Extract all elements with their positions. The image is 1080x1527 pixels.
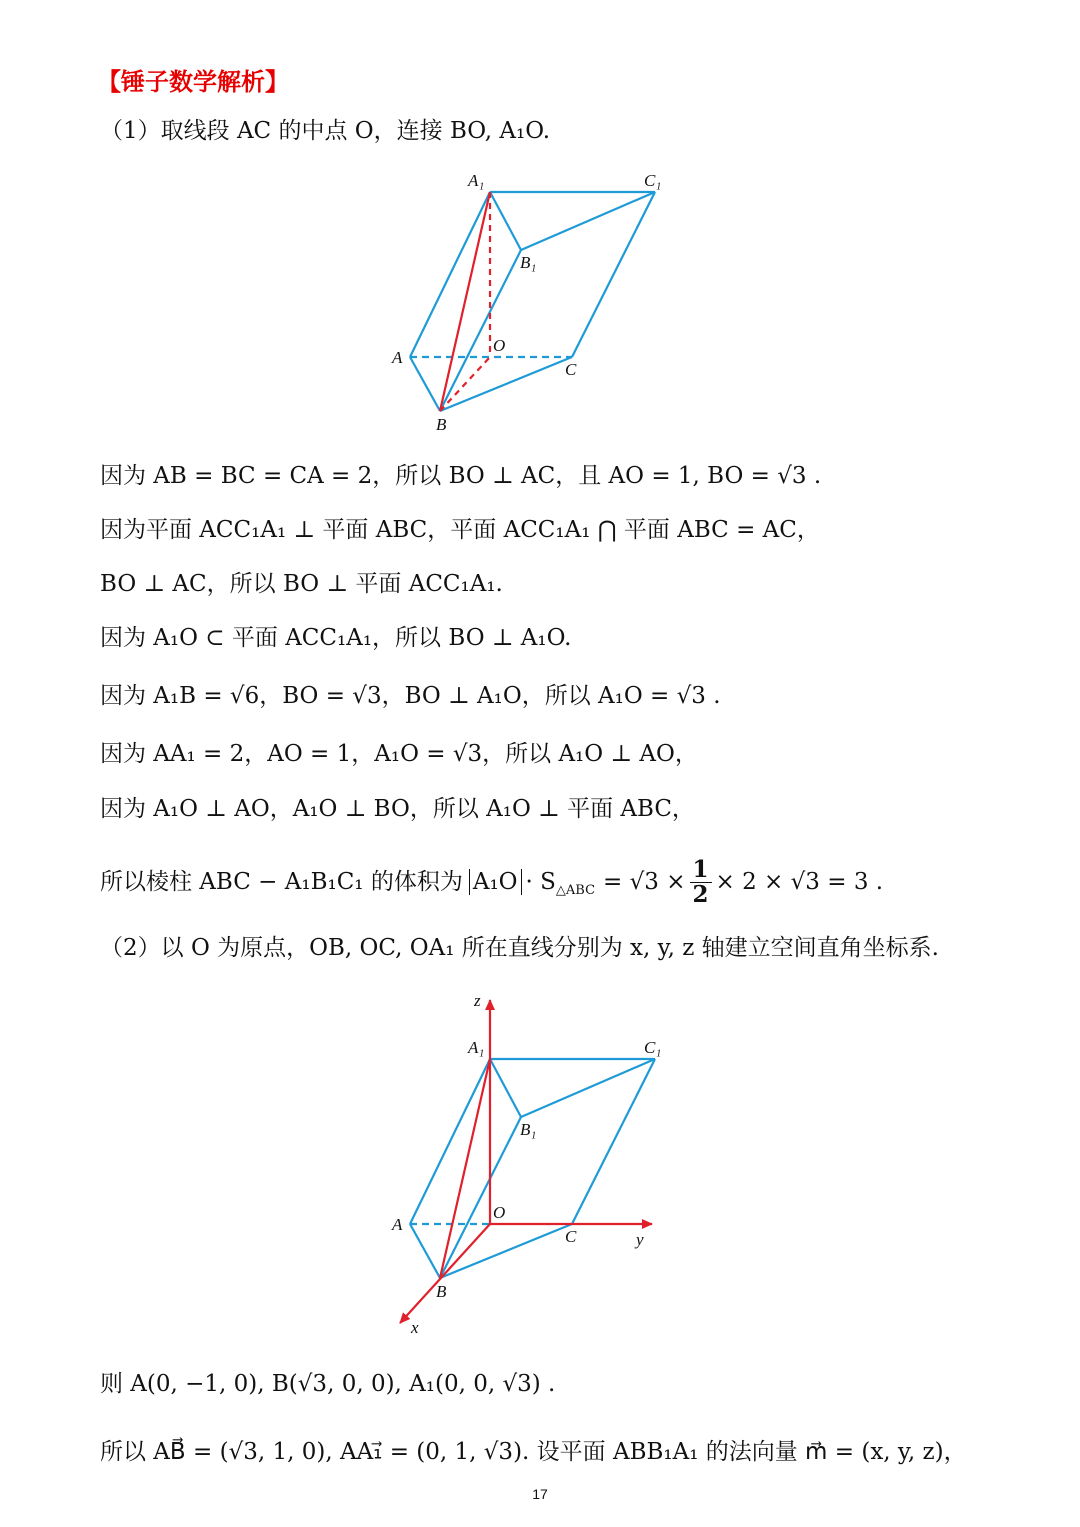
text-line-7: 因为 A₁O ⊥ AO，A₁O ⊥ BO，所以 A₁O ⊥ 平面 ABC， xyxy=(100,796,695,822)
label-c: C xyxy=(565,360,577,379)
x-axis xyxy=(400,1224,490,1323)
text-line-5: 因为 A₁B = √6，BO = √3，BO ⊥ A₁O，所以 A₁O = √3 . xyxy=(100,683,721,709)
fraction-half xyxy=(690,855,712,908)
label-b1: B₁ xyxy=(520,253,537,272)
label-x: x xyxy=(411,1318,419,1337)
label-o: O xyxy=(493,1203,506,1222)
fraction-den: 2 xyxy=(692,880,709,908)
area-symbol: · S xyxy=(525,869,556,895)
volume-line xyxy=(100,850,883,914)
label-a1: A₁ xyxy=(468,1038,485,1057)
edge-a-b xyxy=(410,357,440,411)
label-c1: C₁ xyxy=(644,171,662,190)
part1-intro: （1）取线段 AC 的中点 O，连接 BO, A₁O. xyxy=(100,118,551,144)
label-z: z xyxy=(474,991,481,1010)
edge-b-c xyxy=(440,1224,572,1278)
label-c: C xyxy=(565,1227,577,1246)
edge-a1-b1 xyxy=(490,1059,521,1117)
header-title: 【锤子数学解析】 xyxy=(97,68,289,96)
abs-value: A₁O xyxy=(469,869,522,895)
label-b: B xyxy=(436,415,447,434)
volume-eq: = √3 × xyxy=(603,869,686,895)
label-a1: A₁ xyxy=(468,171,485,190)
edge-c1-c xyxy=(572,1059,655,1224)
part2-intro: （2）以 O 为原点，OB, OC, OA₁ 所在直线分别为 x, y, z 轴建立空间直角坐标系. xyxy=(100,935,939,961)
edge-a1-b1 xyxy=(490,192,521,250)
text-line-2: 因为平面 ACC₁A₁ ⊥ 平面 ABC，平面 ACC₁A₁ ⋂ 平面 ABC = AC， xyxy=(100,517,820,543)
seg-a1-b xyxy=(440,1059,490,1278)
prism-figure-2 xyxy=(380,985,680,1345)
edge-b-b1 xyxy=(440,1117,521,1278)
text-line-1: 因为 AB = BC = CA = 2，所以 BO ⊥ AC，且 AO = 1, BO = √3 . xyxy=(100,463,822,489)
text-line-4: 因为 A₁O ⊂ 平面 ACC₁A₁，所以 BO ⊥ A₁O. xyxy=(100,625,572,651)
volume-rest: × 2 × √3 = 3 . xyxy=(715,869,884,895)
seg-b-o-dashed xyxy=(440,357,490,411)
page-number: 17 xyxy=(532,1486,548,1502)
label-b1: B₁ xyxy=(520,1120,537,1139)
label-c1: C₁ xyxy=(644,1038,662,1057)
edge-b1-c1 xyxy=(521,1059,655,1117)
edge-b-b1 xyxy=(440,250,521,411)
vectors-line: 所以 AB⃗ = (√3, 1, 0), AA₁⃗ = (0, 1, √3). 设平面 ABB₁A₁ 的法向量 m⃗ = (x, y, z)， xyxy=(100,1439,967,1465)
edge-a-b xyxy=(410,1224,440,1278)
coords-line: 则 A(0, −1, 0), B(√3, 0, 0), A₁(0, 0, √3) . xyxy=(100,1371,556,1397)
seg-a1-b xyxy=(440,192,490,411)
prism-figure-1 xyxy=(380,168,680,443)
label-b: B xyxy=(436,1282,447,1301)
edge-a-a1 xyxy=(410,1059,490,1224)
edge-c1-c xyxy=(572,192,655,357)
text-line-6: 因为 AA₁ = 2，AO = 1，A₁O = √3，所以 A₁O ⊥ AO， xyxy=(100,741,698,767)
edge-b1-c1 xyxy=(521,192,655,250)
fraction-num: 1 xyxy=(690,858,712,883)
area-subscript: △ABC xyxy=(555,883,596,898)
edge-b-c xyxy=(440,357,572,411)
label-a: A xyxy=(392,1215,403,1234)
label-y: y xyxy=(636,1230,644,1249)
edge-a-a1 xyxy=(410,192,490,357)
label-a: A xyxy=(392,348,403,367)
text-line-3: BO ⊥ AC，所以 BO ⊥ 平面 ACC₁A₁. xyxy=(100,571,503,597)
label-o: O xyxy=(493,336,506,355)
volume-prefix: 所以棱柱 ABC − A₁B₁C₁ 的体积为 xyxy=(100,869,463,895)
